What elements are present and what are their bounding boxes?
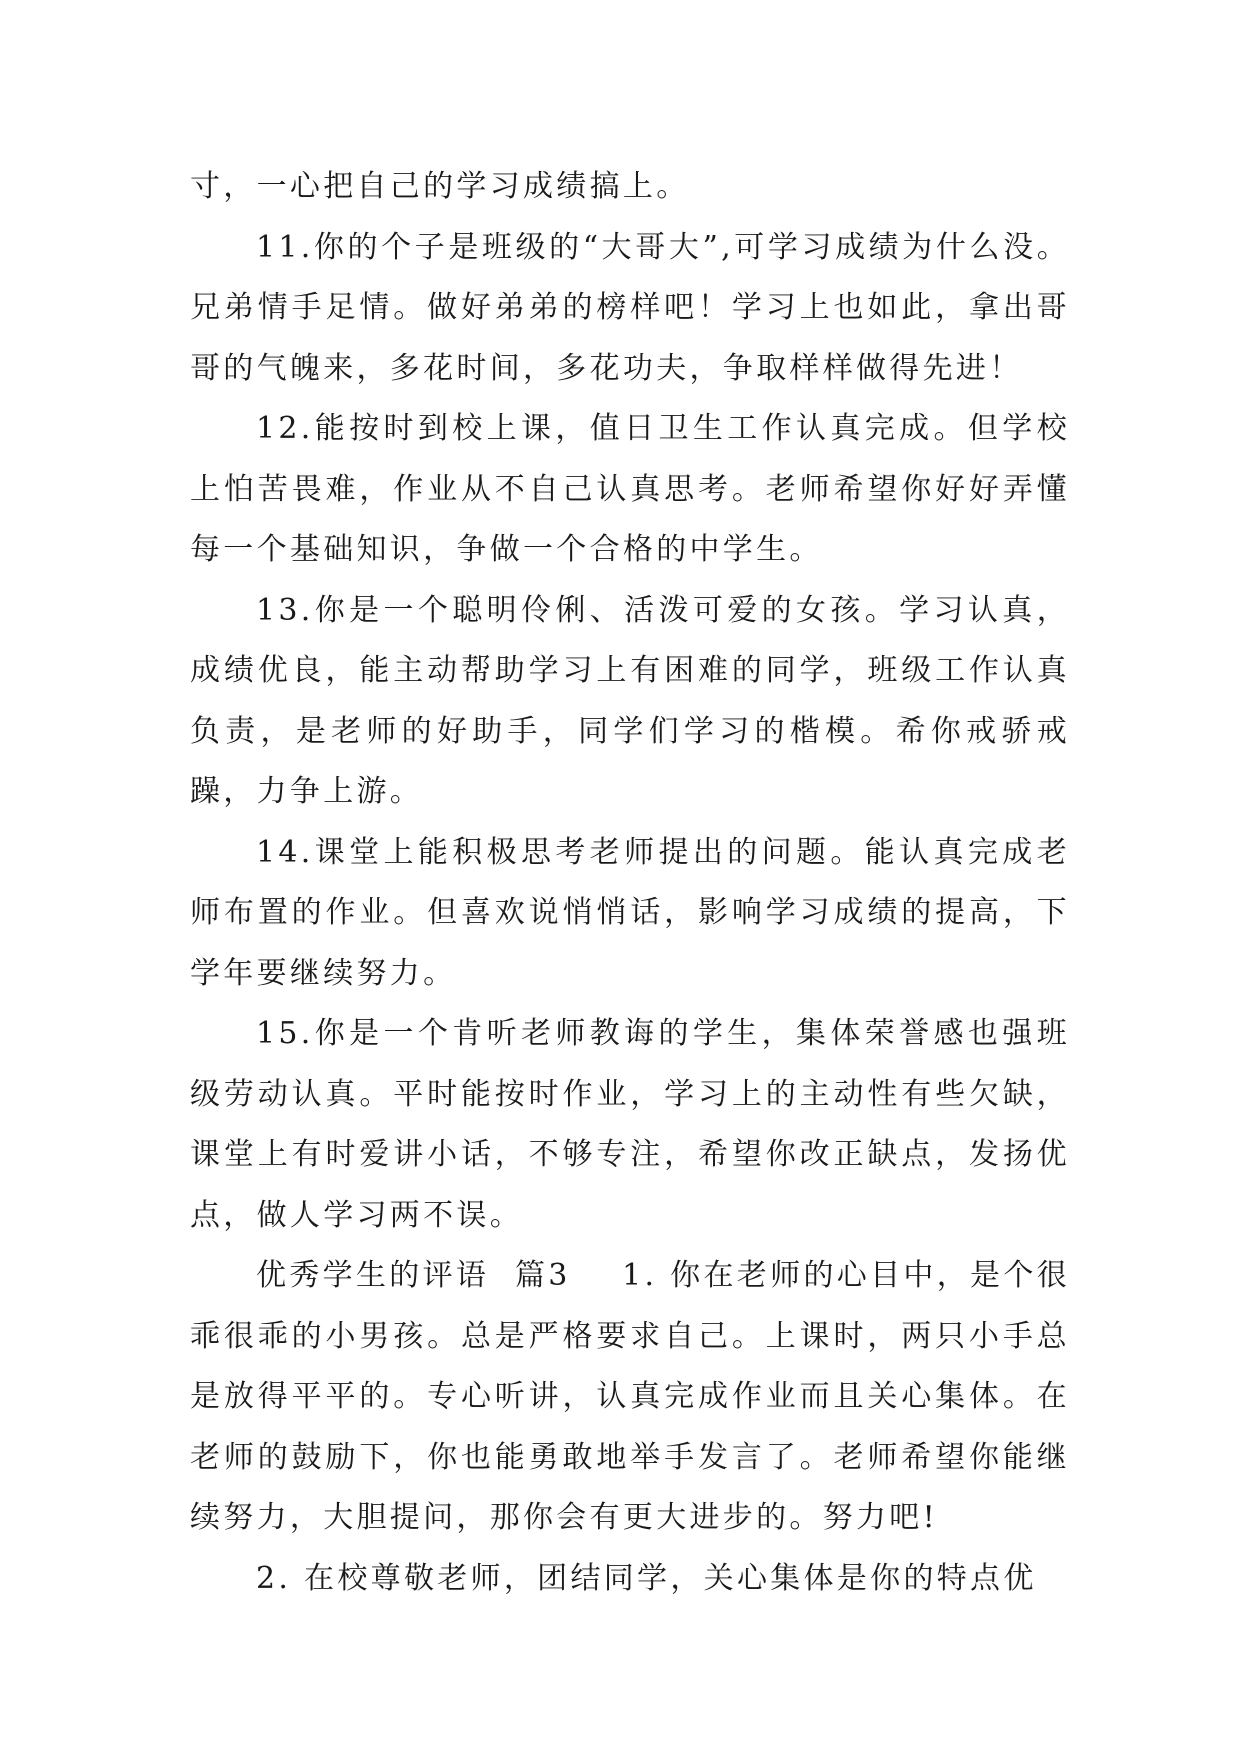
document-body [190, 157, 1070, 1609]
paragraph: 14.课堂上能积极思考老师提出的问题。能认真完成老师布置的作业。但喜欢说悄悄话，影响学习成绩的提高，下学年要继续努力。 [190, 834, 1070, 991]
paragraph: 优秀学生的评语 篇3 1. 你在老师的心目中，是个很乖很乖的小男孩。总是严格要求自己。上课时，两只小手总是放得平平的。专心听讲，认真完成作业而且关心集体。在老师的鼓励下，你也能勇敢地举手发言了。老师希望你能继续努力，大胆提问，那你会有更大进步的。努力吧! [190, 1258, 1070, 1535]
paragraph: 寸，一心把自己的学习成绩搞上。 [190, 169, 690, 204]
paragraph: 15.你是一个肯听老师教诲的学生，集体荣誉感也强班级劳动认真。平时能按时作业，学习上的主动性有些欠缺，课堂上有时爱讲小话，不够专注，希望你改正缺点，发扬优点，做人学习两不误。 [190, 1016, 1070, 1233]
paragraph: 13.你是一个聪明伶俐、活泼可爱的女孩。学习认真，成绩优良，能主动帮助学习上有困难的同学，班级工作认真负责，是老师的好助手，同学们学习的楷模。希你戒骄戒躁，力争上游。 [190, 592, 1070, 809]
paragraph: 11.你的个子是班级的“大哥大”,可学习成绩为什么没。兄弟情手足情。做好弟弟的榜样吧！学习上也如此，拿出哥哥的气魄来，多花时间，多花功夫，争取样样做得先进！ [190, 229, 1070, 386]
paragraph: 12.能按时到校上课，值日卫生工作认真完成。但学校上怕苦畏难，作业从不自己认真思考。老师希望你好好弄懂每一个基础知识，争做一个合格的中学生。 [190, 411, 1070, 567]
paragraph: 2. 在校尊敬老师，团结同学，关心集体是你的特点优 [256, 1560, 1037, 1596]
